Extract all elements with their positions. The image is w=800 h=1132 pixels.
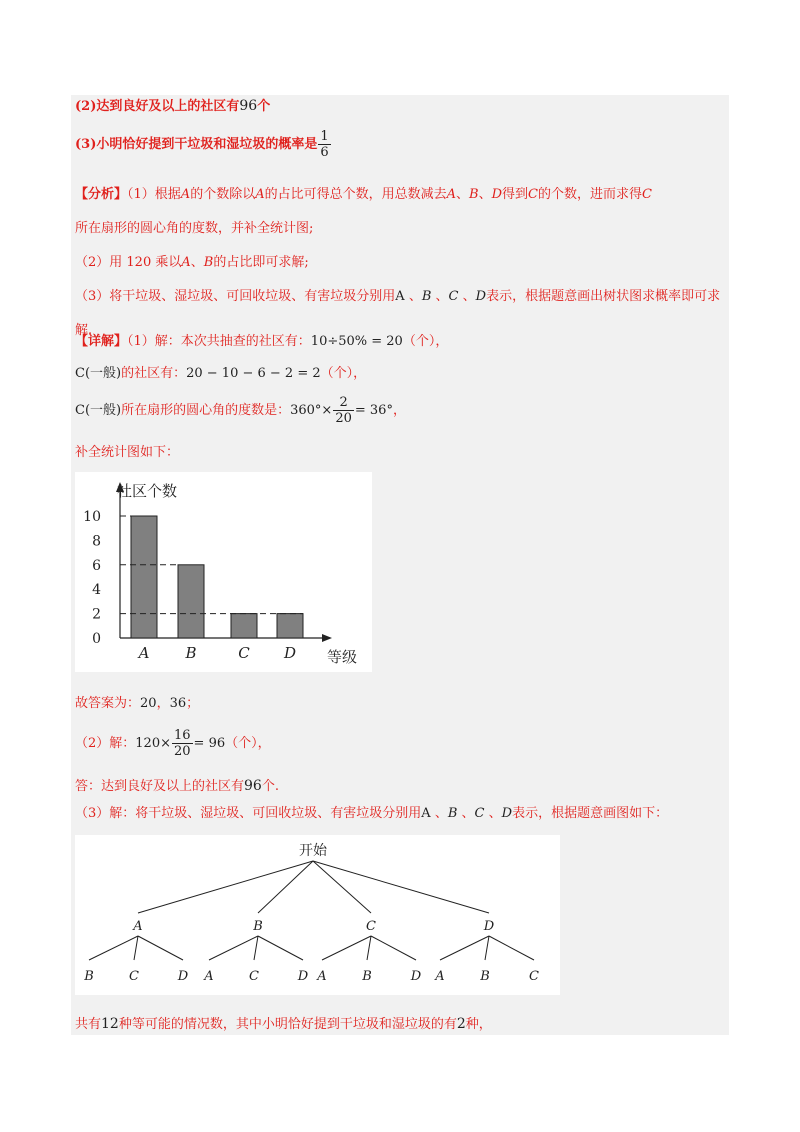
y-tick-label: 10 xyxy=(83,509,101,525)
tree-branch xyxy=(313,861,489,913)
tree-leaf: C xyxy=(249,969,259,984)
tree-branch xyxy=(367,936,371,960)
detail-line-3: C(一般)所在扇形的圆心角的度数是：360°× $\frac{2}{20}$ = 36°， xyxy=(75,395,406,426)
part-2-line: （2）解：120× $\frac{16}{20}$ = 96（个）， xyxy=(75,728,271,759)
tree-leaf: B xyxy=(84,969,94,984)
bar-chart-figure xyxy=(75,472,372,672)
conclusion-line: 共有12种等可能的情况数，其中小明恰好提到干垃圾和湿垃圾的有2种， xyxy=(75,1016,492,1032)
detail-tag: 【详解】 xyxy=(75,334,128,349)
analysis-line-1: 【分析】（1）根据A的个数除以A的占比可得总个数，用总数减去A、B、D得到C的个数，进而求得C xyxy=(75,187,652,202)
tree-leaf: A xyxy=(317,969,327,984)
tree-leaf: A xyxy=(435,969,445,984)
tree-leaf: D xyxy=(177,969,189,984)
tree-branch xyxy=(440,936,489,960)
summary-line-2: (2)达到良好及以上的社区有96个 xyxy=(75,98,271,114)
detail-line-2: C(一般)的社区有：20 − 10 − 6 − 2 = 2（个）， xyxy=(75,366,367,381)
x-tick-label: B xyxy=(185,644,197,662)
tree-diagram xyxy=(75,835,560,995)
tree-leaf: A xyxy=(204,969,214,984)
tree-branch xyxy=(209,936,258,960)
analysis-paragraph xyxy=(75,178,725,348)
tree-node-d: D xyxy=(483,919,495,934)
summary-line-3: (3)小明恰好提到干垃圾和湿垃圾的概率是 $\frac{1}{6}$ xyxy=(75,129,329,160)
tree-branch xyxy=(89,936,138,960)
tree-branch xyxy=(254,936,258,960)
bar-a xyxy=(131,516,157,638)
y-tick-label: 0 xyxy=(92,631,101,647)
tree-branch xyxy=(138,936,183,960)
tree-branch xyxy=(134,936,138,960)
analysis-line-2: 所在扇形的圆心角的度数，并补全统计图; xyxy=(75,221,314,236)
bar-c xyxy=(231,614,257,638)
detail-line-1: 【详解】（1）解：本次共抽查的社区有：10÷50% = 20（个）， xyxy=(75,334,449,349)
tree-node-a: A xyxy=(133,919,143,934)
bar-b xyxy=(178,565,204,638)
tree-leaf: C xyxy=(129,969,139,984)
y-tick-label: 2 xyxy=(92,606,101,623)
y-tick-label: 4 xyxy=(92,582,101,599)
tree-leaf: B xyxy=(362,969,372,984)
tree-branch xyxy=(313,861,371,913)
tree-branch xyxy=(485,936,489,960)
tree-leaf: D xyxy=(410,969,422,984)
tree-root-label: 开始 xyxy=(299,843,327,859)
x-tick-label: A xyxy=(138,644,150,662)
x-tick-label: C xyxy=(238,644,250,662)
angle-fraction: $\frac{2}{20}$ xyxy=(335,395,352,426)
analysis-tag: 【分析】 xyxy=(75,187,128,202)
part-3-line: （3）解：将干垃圾、湿垃圾、可回收垃圾、有害垃圾分别用A 、B 、C 、D表示，根据题意画图如下： xyxy=(75,806,669,821)
chart-intro-line: 补全统计图如下： xyxy=(75,445,180,460)
tree-node-c: C xyxy=(366,919,376,934)
tree-branch xyxy=(258,936,303,960)
part-2-fraction: $\frac{16}{20}$ xyxy=(174,728,191,759)
analysis-line-4: （3）将干垃圾、湿垃圾、可回收垃圾、有害垃圾分别用A 、B 、C 、D表示，根据题意画出树状图求概率即可求解. xyxy=(75,289,721,338)
tree-branch xyxy=(322,936,371,960)
y-tick-label: 8 xyxy=(92,533,101,550)
x-tick-label: D xyxy=(283,644,297,662)
answer-1-line: 故答案为：20，36； xyxy=(75,696,200,711)
probability-fraction: $\frac{1}{6}$ xyxy=(320,129,329,160)
y-axis-label: 社区个数 xyxy=(117,482,178,500)
x-axis-label: 等级 xyxy=(327,648,358,666)
tree-branch xyxy=(489,936,534,960)
tree-branch xyxy=(138,861,313,913)
tree-leaf: D xyxy=(297,969,309,984)
answer-2-line: 答：达到良好及以上的社区有96个. xyxy=(75,778,279,794)
tree-diagram-figure xyxy=(75,835,560,995)
tree-branch xyxy=(371,936,416,960)
tree-leaf: B xyxy=(480,969,490,984)
tree-leaf: C xyxy=(529,969,539,984)
analysis-line-3: （2）用 120 乘以A、B的占比即可求解; xyxy=(75,255,309,270)
bar-chart xyxy=(75,472,372,672)
y-tick-label: 6 xyxy=(92,557,101,574)
x-axis-arrow xyxy=(322,634,332,642)
tree-node-b: B xyxy=(253,919,263,934)
bar-d xyxy=(277,614,303,638)
